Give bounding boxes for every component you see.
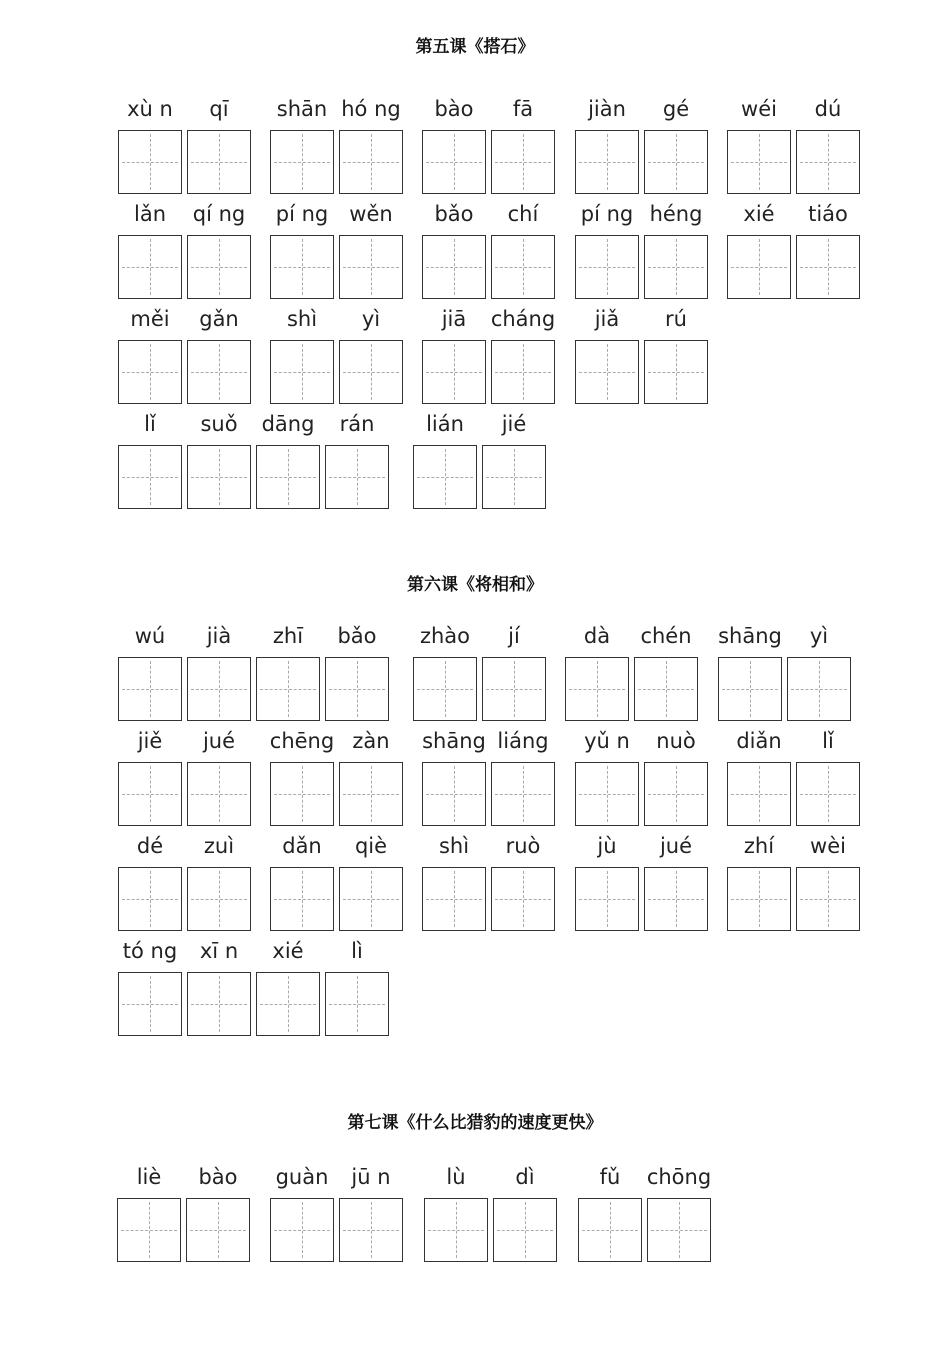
- pinyin-label: gǎn: [199, 307, 239, 331]
- pinyin-label: wěn: [349, 202, 393, 226]
- pinyin-label: dì: [515, 1165, 535, 1189]
- pinyin-label: xù n: [127, 97, 173, 121]
- writing-box[interactable]: [270, 307, 334, 404]
- writing-box[interactable]: [187, 97, 251, 194]
- pinyin-label: jià: [206, 624, 232, 648]
- writing-box[interactable]: [187, 202, 251, 299]
- word-group: [578, 1165, 712, 1262]
- pinyin-label: dú: [814, 97, 842, 121]
- pinyin-label: jué: [659, 834, 693, 858]
- pinyin-label: lì: [351, 939, 363, 963]
- writing-box[interactable]: [270, 834, 334, 931]
- pinyin-label: jué: [202, 729, 236, 753]
- writing-box[interactable]: [187, 834, 251, 931]
- word-group: [575, 307, 708, 404]
- pinyin-label: pí ng: [580, 202, 634, 226]
- writing-box[interactable]: [269, 729, 335, 826]
- writing-box[interactable]: [482, 624, 546, 721]
- word-group: [118, 729, 251, 826]
- writing-box[interactable]: [118, 97, 182, 194]
- word-group: [727, 729, 860, 826]
- writing-box[interactable]: [796, 729, 860, 826]
- writing-box[interactable]: [187, 939, 251, 1036]
- word-group: [413, 624, 546, 721]
- pinyin-label: jié: [501, 412, 527, 436]
- pinyin-label: chí: [507, 202, 539, 226]
- pinyin-label: shāng: [718, 624, 782, 648]
- writing-box[interactable]: [187, 307, 251, 404]
- word-group: [117, 1165, 250, 1262]
- word-group: [565, 624, 698, 721]
- pinyin-label: jiǎ: [594, 307, 620, 331]
- writing-box[interactable]: [796, 97, 860, 194]
- word-group: [118, 307, 251, 404]
- pinyin-label: fǔ: [599, 1165, 621, 1189]
- writing-box[interactable]: [118, 202, 182, 299]
- writing-box[interactable]: [422, 729, 486, 826]
- writing-box[interactable]: [796, 202, 860, 299]
- pinyin-label: hó ng: [341, 97, 401, 121]
- word-group: [422, 97, 555, 194]
- pinyin-label: jiàn: [588, 97, 626, 121]
- writing-box[interactable]: [118, 307, 182, 404]
- word-group: [422, 834, 555, 931]
- pinyin-label: chén: [640, 624, 692, 648]
- pinyin-label: xié: [272, 939, 304, 963]
- word-group: [575, 834, 708, 931]
- writing-box[interactable]: [413, 412, 477, 509]
- pinyin-label: jiě: [137, 729, 163, 753]
- pinyin-label: dé: [136, 834, 164, 858]
- pinyin-label: chēng: [269, 729, 335, 753]
- pinyin-label: shāng: [422, 729, 486, 753]
- pinyin-label: xié: [743, 202, 775, 226]
- pinyin-label: jù: [597, 834, 617, 858]
- pinyin-label: bào: [198, 1165, 238, 1189]
- word-group: [269, 729, 403, 826]
- pinyin-label: yì: [809, 624, 829, 648]
- pinyin-label: gé: [662, 97, 690, 121]
- writing-box[interactable]: [422, 307, 486, 404]
- writing-box[interactable]: [339, 1165, 403, 1262]
- writing-box[interactable]: [187, 729, 251, 826]
- writing-box[interactable]: [644, 202, 708, 299]
- pinyin-label: qiè: [354, 834, 388, 858]
- writing-box[interactable]: [118, 412, 182, 509]
- pinyin-label: zhí: [743, 834, 775, 858]
- pinyin-label: tó ng: [122, 939, 178, 963]
- writing-box[interactable]: [422, 97, 486, 194]
- pinyin-label: shān: [276, 97, 328, 121]
- word-group: [422, 202, 555, 299]
- writing-box[interactable]: [422, 202, 486, 299]
- word-group: [118, 624, 389, 721]
- writing-box[interactable]: [270, 97, 334, 194]
- writing-box[interactable]: [490, 307, 556, 404]
- writing-box[interactable]: [325, 939, 389, 1036]
- pinyin-label: zhī: [272, 624, 304, 648]
- writing-box[interactable]: [575, 834, 639, 931]
- writing-box[interactable]: [325, 412, 389, 509]
- pinyin-label: yì: [361, 307, 381, 331]
- word-group: [270, 202, 403, 299]
- writing-box[interactable]: [644, 729, 708, 826]
- writing-box[interactable]: [727, 729, 791, 826]
- pinyin-label: suǒ: [200, 412, 238, 436]
- word-group: [118, 97, 251, 194]
- writing-box[interactable]: [575, 97, 639, 194]
- pinyin-label: shì: [286, 307, 318, 331]
- pinyin-label: dāng: [261, 412, 315, 436]
- writing-box[interactable]: [491, 834, 555, 931]
- writing-box[interactable]: [413, 624, 477, 721]
- writing-box[interactable]: [644, 97, 708, 194]
- writing-box[interactable]: [117, 1165, 181, 1262]
- pinyin-label: pí ng: [275, 202, 329, 226]
- pinyin-label: nuò: [656, 729, 696, 753]
- writing-box[interactable]: [575, 202, 639, 299]
- pinyin-label: lù: [446, 1165, 466, 1189]
- pinyin-label: wéi: [741, 97, 777, 121]
- writing-box[interactable]: [118, 729, 182, 826]
- pinyin-label: zuì: [203, 834, 235, 858]
- writing-box[interactable]: [727, 202, 791, 299]
- writing-box[interactable]: [424, 1165, 488, 1262]
- pinyin-label: měi: [130, 307, 170, 331]
- writing-box[interactable]: [118, 939, 182, 1036]
- pinyin-label: jiā: [441, 307, 467, 331]
- lesson-title: 第七课《什么比猎豹的速度更快》: [347, 1113, 603, 1133]
- pinyin-label: ruò: [505, 834, 541, 858]
- writing-box[interactable]: [578, 1165, 642, 1262]
- pinyin-label: zàn: [352, 729, 390, 753]
- word-group: [575, 97, 708, 194]
- pinyin-label: guàn: [275, 1165, 329, 1189]
- pinyin-label: dǎn: [282, 834, 322, 858]
- writing-box[interactable]: [646, 1165, 712, 1262]
- writing-box[interactable]: [256, 624, 320, 721]
- writing-box[interactable]: [339, 729, 403, 826]
- pinyin-label: qī: [209, 97, 229, 121]
- pinyin-label: jū n: [351, 1165, 391, 1189]
- pinyin-label: dà: [583, 624, 611, 648]
- writing-box[interactable]: [575, 729, 639, 826]
- writing-box[interactable]: [118, 624, 182, 721]
- writing-box[interactable]: [727, 97, 791, 194]
- writing-box[interactable]: [718, 624, 782, 721]
- word-group: [727, 834, 860, 931]
- word-group: [575, 729, 708, 826]
- word-group: [422, 307, 556, 404]
- writing-box[interactable]: [575, 307, 639, 404]
- writing-box[interactable]: [118, 834, 182, 931]
- pinyin-label: liáng: [497, 729, 549, 753]
- word-group: [118, 412, 389, 509]
- lesson-title: 第六课《将相和》: [407, 575, 543, 595]
- word-group: [270, 97, 403, 194]
- word-group: [270, 1165, 403, 1262]
- writing-box[interactable]: [727, 834, 791, 931]
- writing-box[interactable]: [482, 412, 546, 509]
- pinyin-label: bǎo: [434, 202, 474, 226]
- word-group: [727, 202, 860, 299]
- writing-box[interactable]: [186, 1165, 250, 1262]
- writing-box[interactable]: [422, 834, 486, 931]
- pinyin-label: qí ng: [192, 202, 246, 226]
- writing-box[interactable]: [339, 202, 403, 299]
- pinyin-label: rán: [339, 412, 375, 436]
- writing-box[interactable]: [787, 624, 851, 721]
- pinyin-label: wú: [134, 624, 166, 648]
- writing-box[interactable]: [796, 834, 860, 931]
- pinyin-label: xī n: [199, 939, 239, 963]
- writing-box[interactable]: [339, 834, 403, 931]
- pinyin-label: zhào: [419, 624, 471, 648]
- pinyin-label: wèi: [810, 834, 846, 858]
- writing-box[interactable]: [256, 412, 320, 509]
- word-group: [727, 97, 860, 194]
- word-group: [118, 202, 251, 299]
- writing-box[interactable]: [644, 834, 708, 931]
- writing-box[interactable]: [339, 307, 403, 404]
- writing-box[interactable]: [565, 624, 629, 721]
- word-group: [424, 1165, 557, 1262]
- writing-box[interactable]: [187, 624, 251, 721]
- pinyin-label: yǔ n: [584, 729, 630, 753]
- writing-box[interactable]: [325, 624, 389, 721]
- pinyin-label: bǎo: [337, 624, 377, 648]
- writing-box[interactable]: [493, 1165, 557, 1262]
- pinyin-label: shì: [438, 834, 470, 858]
- pinyin-label: tiáo: [808, 202, 848, 226]
- pinyin-label: cháng: [490, 307, 556, 331]
- word-group: [422, 729, 555, 826]
- writing-box[interactable]: [634, 624, 698, 721]
- pinyin-label: chōng: [646, 1165, 712, 1189]
- writing-box[interactable]: [270, 1165, 334, 1262]
- word-group: [118, 939, 389, 1036]
- writing-box[interactable]: [339, 97, 403, 194]
- writing-box[interactable]: [491, 97, 555, 194]
- pinyin-label: diǎn: [736, 729, 782, 753]
- pinyin-label: héng: [649, 202, 703, 226]
- pinyin-label: jí: [508, 624, 520, 648]
- word-group: [270, 834, 403, 931]
- writing-box[interactable]: [187, 412, 251, 509]
- writing-box[interactable]: [270, 202, 334, 299]
- lesson-title: 第五课《搭石》: [415, 37, 535, 57]
- writing-box[interactable]: [491, 202, 555, 299]
- pinyin-label: bào: [434, 97, 474, 121]
- word-group: [413, 412, 546, 509]
- word-group: [270, 307, 403, 404]
- writing-box[interactable]: [491, 729, 555, 826]
- word-group: [575, 202, 708, 299]
- writing-box[interactable]: [256, 939, 320, 1036]
- word-group: [118, 834, 251, 931]
- pinyin-label: fā: [512, 97, 534, 121]
- word-group: [718, 624, 851, 721]
- pinyin-label: lǐ: [822, 729, 834, 753]
- pinyin-label: lián: [426, 412, 464, 436]
- pinyin-label: lǐ: [144, 412, 156, 436]
- writing-box[interactable]: [644, 307, 708, 404]
- pinyin-label: rú: [665, 307, 687, 331]
- pinyin-label: liè: [136, 1165, 162, 1189]
- pinyin-label: lǎn: [133, 202, 166, 226]
